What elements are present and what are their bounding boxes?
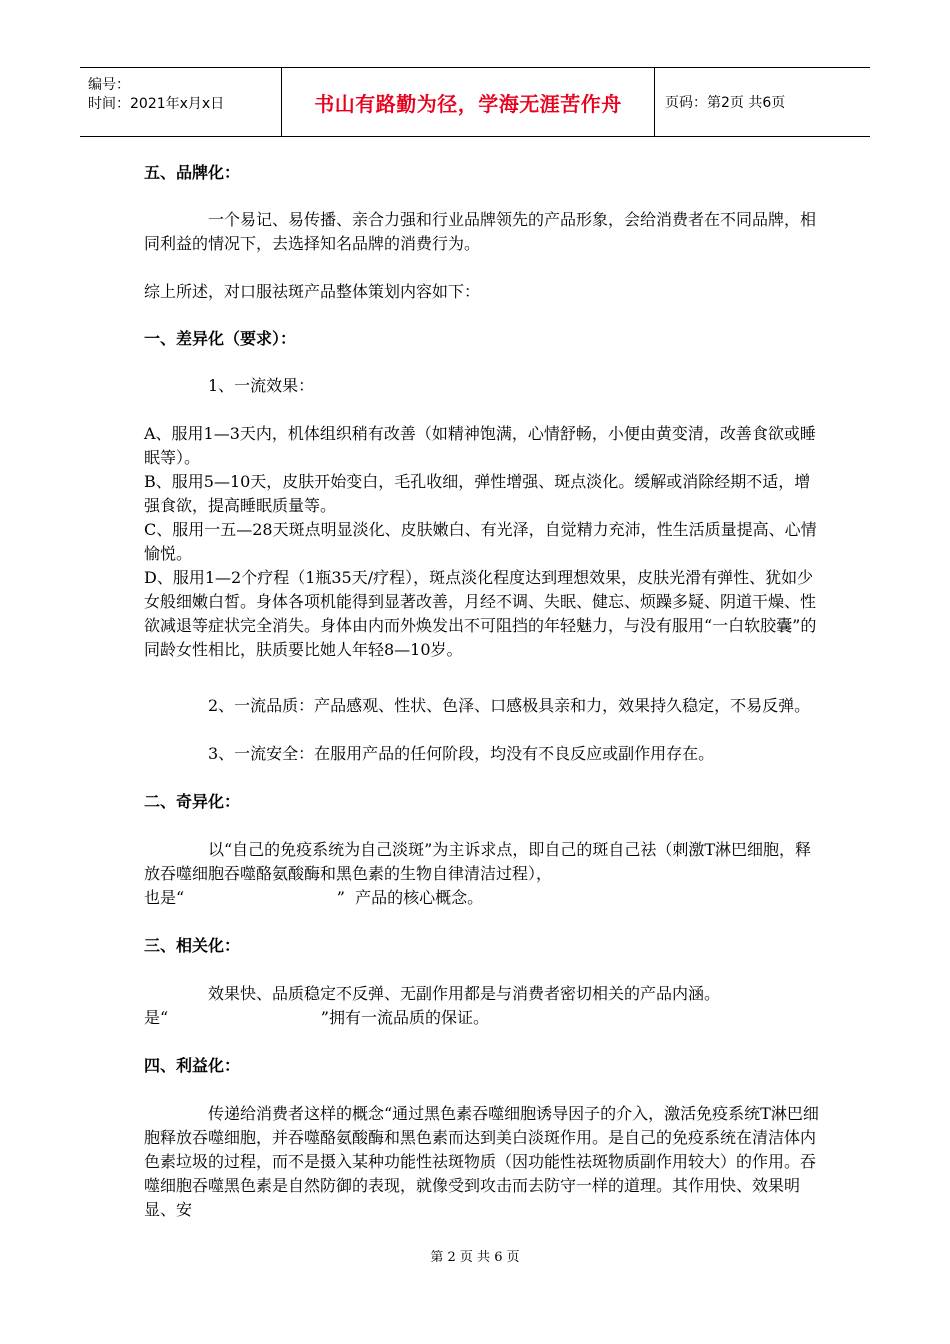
- section-1-item-a: A、服用1—3天内，机体组织稍有改善（如精神饱满，心情舒畅，小便由黄变清，改善食欲或睡眠等）。: [144, 424, 816, 467]
- section-2-paragraph-end: 也是“ ” 产品的核心概念。: [144, 888, 484, 907]
- section-5-title: 五、品牌化：: [144, 163, 241, 182]
- section-2-title: 二、奇异化：: [144, 792, 241, 811]
- section-1-item-c: C、服用一五—28天斑点明显淡化、皮肤嫩白、有光泽，自觉精力充沛，性生活质量提高、心情愉悦。: [144, 520, 817, 563]
- section-4-title: 四、利益化：: [144, 1056, 241, 1075]
- section-1-item-3: 3、一流安全：在服用产品的任何阶段，均没有不良反应或副作用存在。: [208, 744, 715, 763]
- section-1-item-1: 1、一流效果：: [208, 376, 315, 395]
- section-3-paragraph-end: 是“ ”拥有一流品质的保证。: [144, 1008, 489, 1027]
- header-meta-cell: [80, 68, 282, 136]
- motto-text: 书山有路勤为径，学海无涯苦作舟: [314, 91, 622, 116]
- time-label: 时间：2021年x月x日: [88, 96, 225, 112]
- section-1-item-2: 2、一流品质：产品感观、性状、色泽、口感极具亲和力，效果持久稳定，不易反弹。: [208, 696, 811, 715]
- section-4-paragraph: 传递给消费者这样的概念“通过黑色素吞噬细胞诱导因子的介入，激活免疫系统T淋巴细胞释放吞噬细胞，并吞噬酪氨酸酶和黑色素而达到美白淡斑作用。是自己的免疫系统在清洁体内色素垃圾的过程，而不是摄入某种功能性祛斑物质（因功能性祛斑物质副作用较大）的作用。吞噬细胞吞噬黑色素是自然防御的表现，就像受到攻击而去防守一样的道理。其作用快、效果明显、安: [144, 1104, 819, 1219]
- section-1-item-d: D、服用1—2个疗程（1瓶35天/疗程），斑点淡化程度达到理想效果，皮肤光滑有弹性、犹如少女般细嫩白皙。身体各项机能得到显著改善，月经不调、失眠、健忘、烦躁多疑、阴道干燥、性欲减退等症状完全消失。身体由内而外焕发出不可阻挡的年轻魅力，与没有服用“一白软胶囊”的同龄女性相比，肤质要比她人年轻8—10岁。: [144, 568, 817, 659]
- section-3-paragraph: 效果快、品质稳定不反弹、无副作用都是与消费者密切相关的产品内涵。: [208, 984, 721, 1003]
- header-motto-cell: [282, 68, 655, 136]
- section-2-paragraph: 以“自己的免疫系统为自己淡斑”为主诉求点，即自己的斑自己祛（刺激T淋巴细胞，释放吞噬细胞吞噬酪氨酸酶和黑色素的生物自律清洁过程），: [144, 840, 812, 883]
- summary-line: 综上所述，对口服祛斑产品整体策划内容如下：: [144, 282, 481, 301]
- section-1-item-b: B、服用5—10天，皮肤开始变白，毛孔收细，弹性增强、斑点淡化。缓解或消除经期不适，增强食欲，提高睡眠质量等。: [144, 472, 811, 515]
- page-info: 页码：第2页 共6页: [665, 95, 786, 111]
- section-1-title: 一、差异化（要求）：: [144, 329, 297, 348]
- page-footer: 第 2 页 共 6 页: [430, 1250, 520, 1265]
- id-label: 编号：: [88, 77, 130, 93]
- header-table: [80, 67, 870, 137]
- section-3-title: 三、相关化：: [144, 936, 241, 955]
- section-5-paragraph: 一个易记、易传播、亲合力强和行业品牌领先的产品形象，会给消费者在不同品牌，相同利益的情况下，去选择知名品牌的消费行为。: [144, 210, 817, 253]
